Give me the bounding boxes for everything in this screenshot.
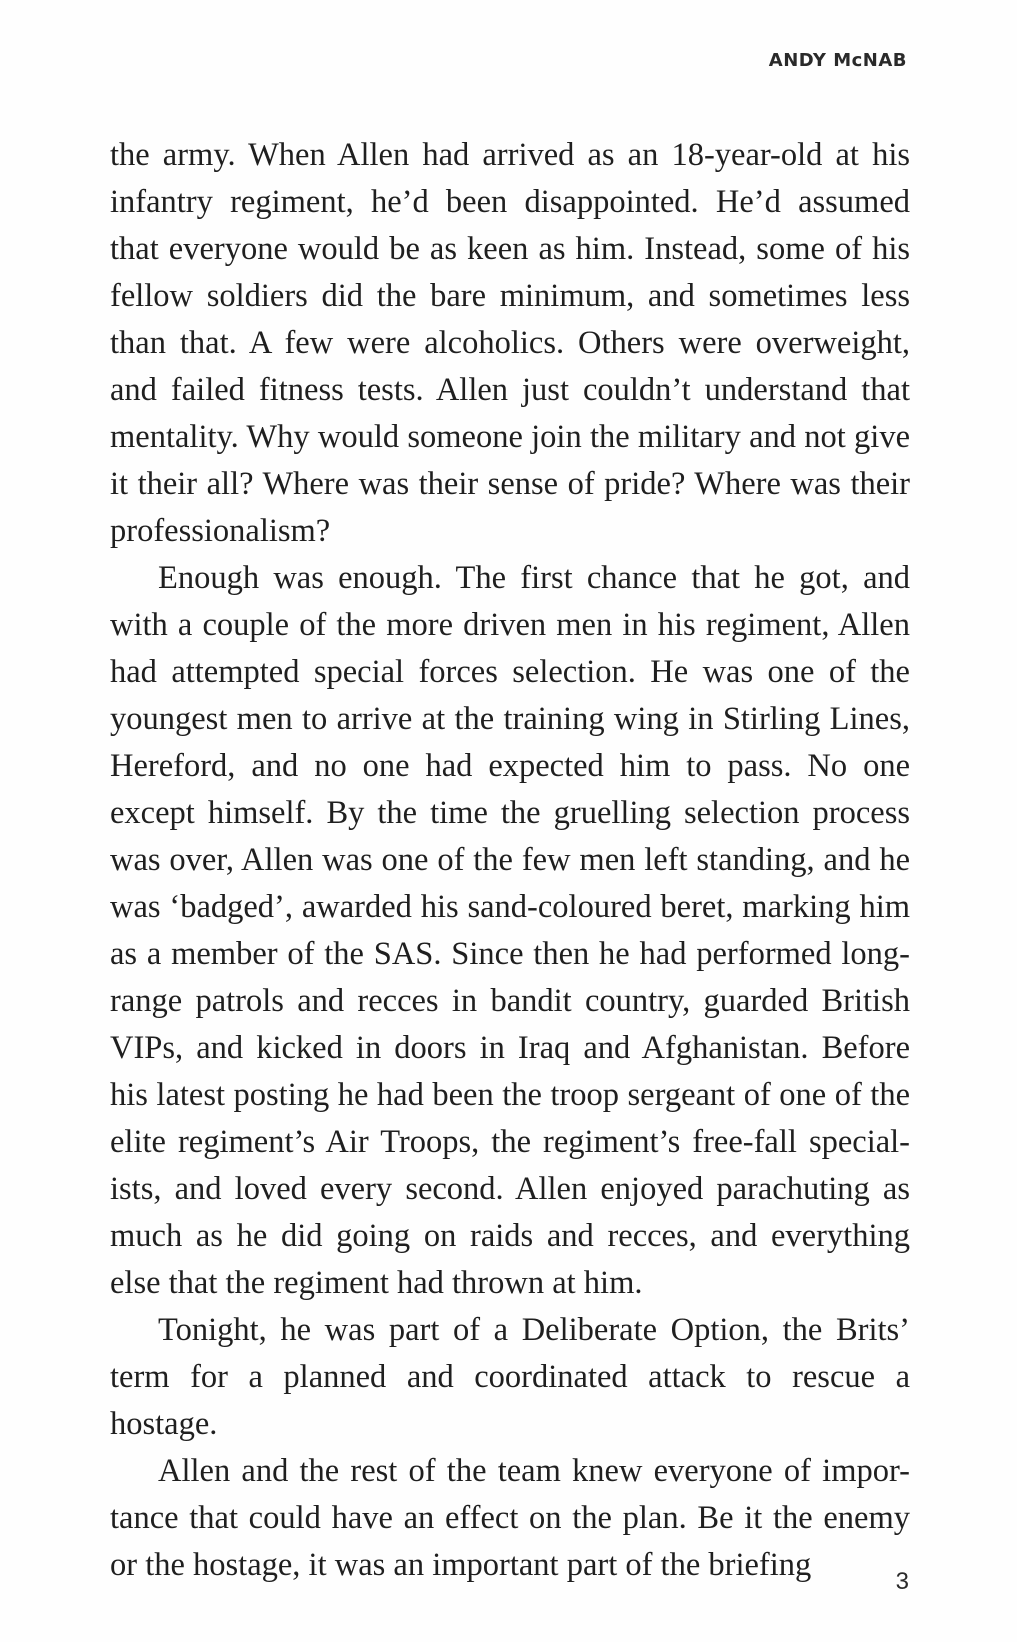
paragraph: Enough was enough. The first chance that he got, and with a couple of the more driven men in his regiment, Allen had attempted special forces selection. He was one of the youngest men to arrive at the training wing in Stirling Lines, Hereford, and no one had expected him to pass. No one except himself. By the time the gruelling selection process was over, Allen was one of the few men left standing, and he was ‘badged’, awarded his sand-coloured beret, marking him as a member of the SAS. Since then he had performed long-range patrols and recces in bandit country, guarded British VIPs, and kicked in doors in Iraq and Afghanistan. Before his latest posting he had been the troop sergeant of one of the elite regiment’s Air Troops, the regiment’s free-fall special-ists, and loved every second. Allen enjoyed parachuting as much as he did going on raids and recces, and everything else that the regiment had thrown at him. bbox=[110, 560, 910, 1301]
paragraph: the army. When Allen had arrived as an 18-year-old at his infantry regiment, he’d been disappointed. He’d assumed that everyone would be as keen as him. Instead, some of his fellow soldiers did the bare minimum, and sometimes less than that. A few were alcoholics. Others were overweight, and failed fitness tests. Allen just couldn’t understand that mentality. Why would someone join the military and not give it their all? Where was their sense of pride? Where was their professionalism? bbox=[110, 137, 910, 549]
page-number: 3 bbox=[895, 1568, 909, 1595]
body-text bbox=[110, 132, 910, 1589]
running-header: ANDY McNAB bbox=[768, 50, 907, 71]
paragraph: Tonight, he was part of a Deliberate Option, the Brits’ term for a planned and coordinated attack to rescue a hostage. bbox=[110, 1312, 910, 1442]
paragraph: Allen and the rest of the team knew everyone of impor-tance that could have an effect on the plan. Be it the enemy or the hostage, it was an important part of the briefing bbox=[110, 1453, 910, 1583]
